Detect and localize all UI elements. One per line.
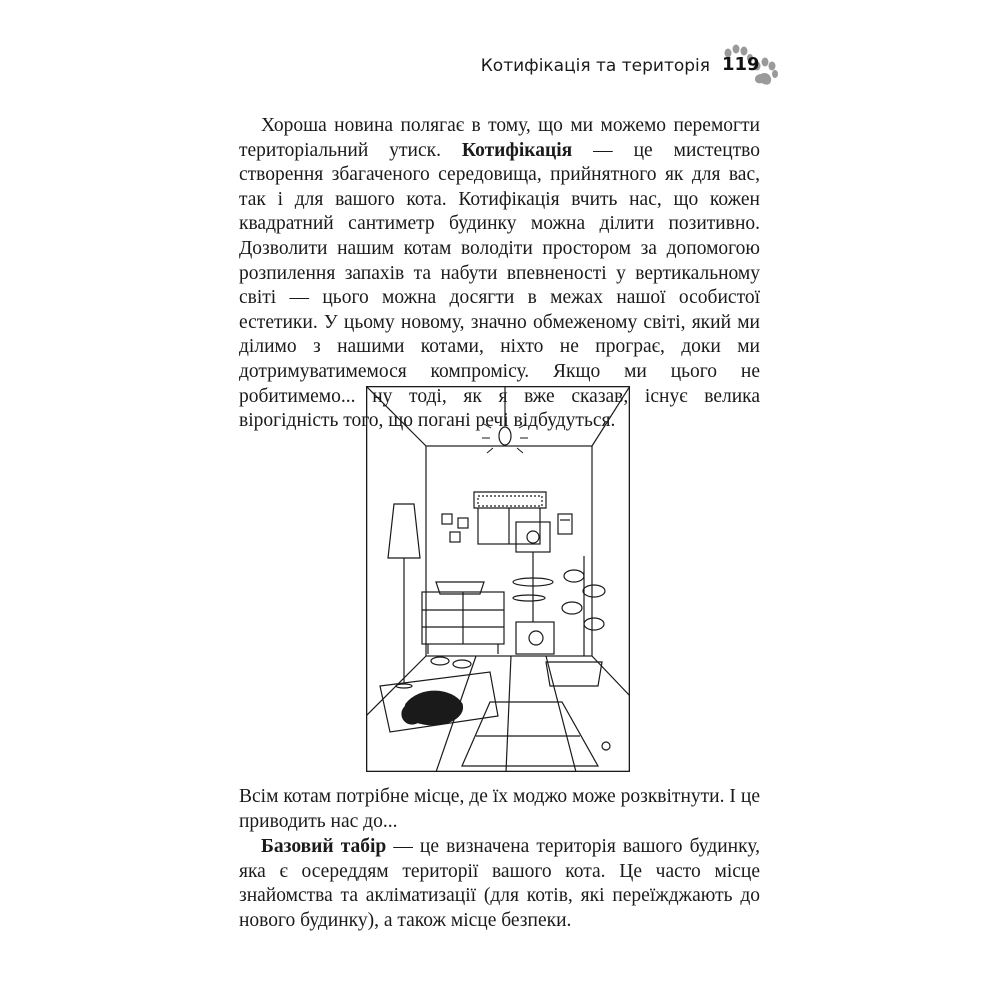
page-number: 119 <box>722 54 760 75</box>
term-bazovyi-tabir: Базовий табір <box>261 836 387 857</box>
running-title: Котифікація та територія <box>480 56 710 76</box>
body-paragraph-3: Базовий табір — це визначена територія вашого будинку, яка є осереддям території вашого кота. Це часто місце знайомства та акліматизації (для котів, які переїжджають до нового будинку), а також місце безпеки. <box>239 836 760 931</box>
room-illustration <box>366 386 630 772</box>
page-header <box>0 50 1000 90</box>
body-paragraph-1: Хороша новина полягає в тому, що ми можемо перемогти територіальний утиск. Котифікація — це мистецтво створення збагаченого середовища, прийнятного як для вас, так і для вашого кота. Котифікація вчить нас, що кожен квадратний сантиметр будинку можна ділити позитивно. Дозволити нашим котам володіти простором за допомогою розпилення запахів та набути впевненості у вертикальному світі — цього можна досягти в межах нашої особистої естетики. У цьому новому, значно обмеженому світі, який ми ділимо з нашими котами, ніхто не програє, доки ми дотримуватимемося компромісу. Якщо ми цього не робитимемо... ну тоді, як я вже сказав, існує велика вірогідність того, що погані речі відбудуться. <box>239 115 760 432</box>
body-paragraph-2: Всім котам потрібне місце, де їх моджо може розквітнути. І це приводить нас до... <box>239 786 760 832</box>
term-kotyfikatsiia: Котифікація <box>461 139 573 161</box>
